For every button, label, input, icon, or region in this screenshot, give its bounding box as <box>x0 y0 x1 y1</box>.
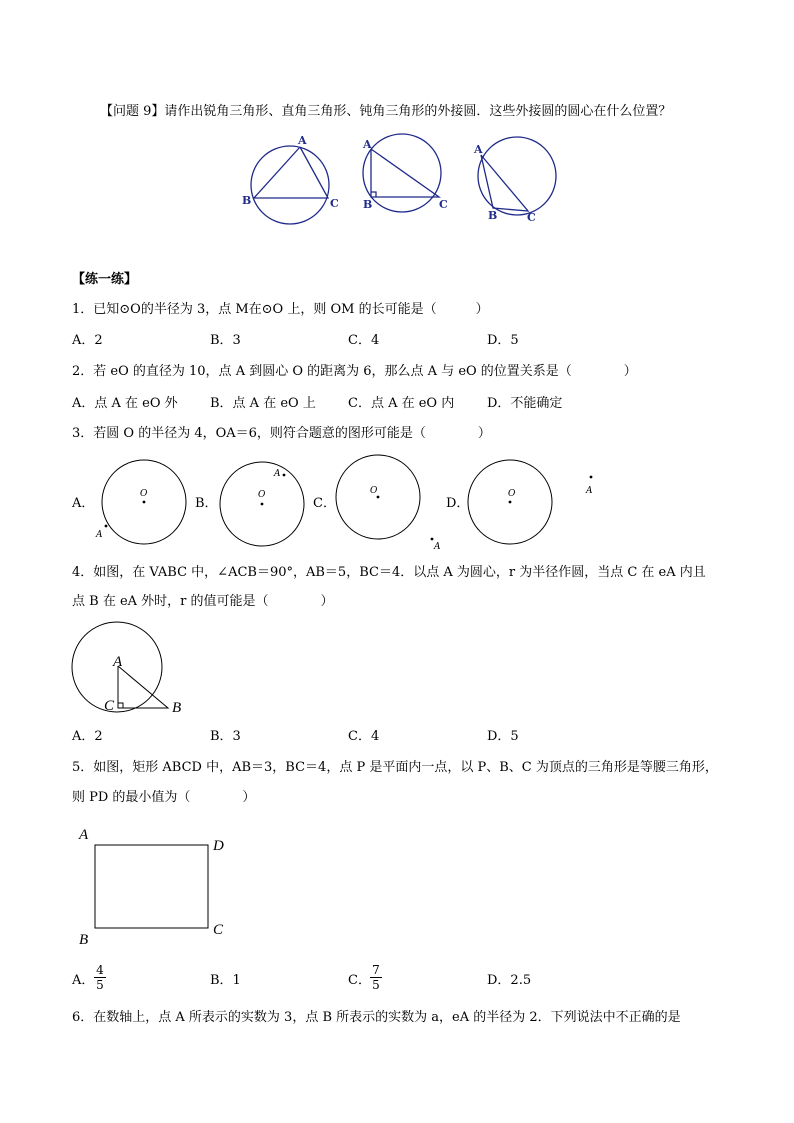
q3-figure-d <box>468 460 593 544</box>
q4-option-d: D．5 <box>487 729 519 744</box>
q4-option-a: A．2 <box>72 729 103 744</box>
q5-option-c-numerator: 7 <box>372 963 380 977</box>
q4-figure <box>70 620 200 720</box>
q4-label-C: C <box>104 698 115 714</box>
q5-option-d: D．2.5 <box>487 973 532 988</box>
q3c-label-A: A <box>434 542 441 552</box>
q2-option-a: A．点 A 在 eO 外 <box>72 396 178 411</box>
q1-option-d: D．5 <box>487 333 519 348</box>
q3-figure-a <box>95 460 186 544</box>
q3c-label-O: O <box>370 486 378 496</box>
section-title: 【练一练】 <box>72 272 138 287</box>
q1-option-a: A．2 <box>72 333 103 348</box>
q5-rectangle-figure <box>75 822 235 947</box>
q5-option-a-denominator: 5 <box>94 977 106 992</box>
q5-option-c-prefix: C． <box>348 973 371 988</box>
q5-option-c-denominator: 5 <box>370 977 382 992</box>
q1-option-b: B．3 <box>210 333 241 348</box>
q5-option-a-numerator: 4 <box>96 963 104 977</box>
fig9-label-A3: A <box>474 143 483 156</box>
q3-option-d: D． <box>446 496 470 511</box>
q5-stem-line2: 则 PD 的最小值为（ ） <box>72 790 256 805</box>
fig9-label-B2: B <box>363 198 373 211</box>
fig9-label-C3: C <box>527 211 536 224</box>
q3-figure-b <box>220 462 304 546</box>
q5-option-a-prefix: A． <box>72 973 95 988</box>
q5-option-c-fraction <box>370 963 382 992</box>
q4-stem-line1: 4．如图，在 VABC 中，∠ACB＝90°，AB＝5，BC＝4．以点 A 为圆心，r 为半径作圆，当点 C 在 eA 内且 <box>72 565 706 580</box>
q3d-label-A: A <box>586 486 593 496</box>
q3d-label-O: O <box>508 489 516 499</box>
q4-label-A: A <box>113 654 123 670</box>
fig9-label-B1: B <box>242 194 252 207</box>
problem-9-text: 【问题 9】请作出锐角三角形、直角三角形、钝角三角形的外接圆．这些外接圆的圆心在什么位置？ <box>100 104 672 119</box>
q3-option-b: B． <box>195 496 218 511</box>
q3b-label-A: A <box>274 469 281 479</box>
fig9-label-A2: A <box>363 138 372 151</box>
q4-label-B: B <box>172 700 182 716</box>
fig9-label-C1: C <box>330 197 339 210</box>
q3a-label-O: O <box>140 489 148 499</box>
q3b-label-O: O <box>258 490 266 500</box>
q3-option-c: C． <box>313 496 336 511</box>
q3a-label-A: A <box>96 530 103 540</box>
q1-stem: 1．已知⊙O的半径为 3，点 M在⊙O 上，则 OM 的长可能是（ ） <box>72 302 489 317</box>
q5-option-b: B．1 <box>210 973 241 988</box>
q2-option-c: C．点 A 在 eO 内 <box>348 396 455 411</box>
obtuse-triangle-circle-figure <box>470 135 580 230</box>
q3-figures <box>90 455 710 555</box>
q1-option-c: C．4 <box>348 333 380 348</box>
q3-option-a: A． <box>72 496 95 511</box>
q5-label-D: D <box>213 838 224 854</box>
q6-stem: 6．在数轴上，点 A 所表示的实数为 3，点 B 所表示的实数为 a，eA 的半径为 2．下列说法中不正确的是 <box>72 1010 681 1025</box>
q4-option-b: B．3 <box>210 729 241 744</box>
q3-figure-c <box>336 455 441 552</box>
right-triangle-circle-figure <box>355 135 465 230</box>
q3-stem: 3．若圆 O 的半径为 4，OA＝6，则符合题意的图形可能是（ ） <box>72 426 491 441</box>
q4-stem-line2: 点 B 在 eA 外时，r 的值可能是（ ） <box>72 594 334 609</box>
q5-label-C: C <box>213 922 224 938</box>
q2-stem: 2．若 eO 的直径为 10，点 A 到圆心 O 的距离为 6，那么点 A 与 eO 的位置关系是（ ） <box>72 364 637 379</box>
fig9-label-A1: A <box>298 134 307 147</box>
fig9-label-C2: C <box>439 198 448 211</box>
q5-stem-line1: 5．如图，矩形 ABCD 中，AB＝3，BC＝4，点 P 是平面内一点，以 P、B、C 为顶点的三角形是等腰三角形， <box>72 760 718 775</box>
q2-option-d: D．不能确定 <box>487 396 563 411</box>
q5-label-A: A <box>79 827 89 843</box>
q5-option-a-fraction <box>94 963 106 992</box>
q5-label-B: B <box>79 932 89 948</box>
q2-option-b: B．点 A 在 eO 上 <box>210 396 316 411</box>
q4-option-c: C．4 <box>348 729 380 744</box>
fig9-label-B3: B <box>488 209 498 222</box>
